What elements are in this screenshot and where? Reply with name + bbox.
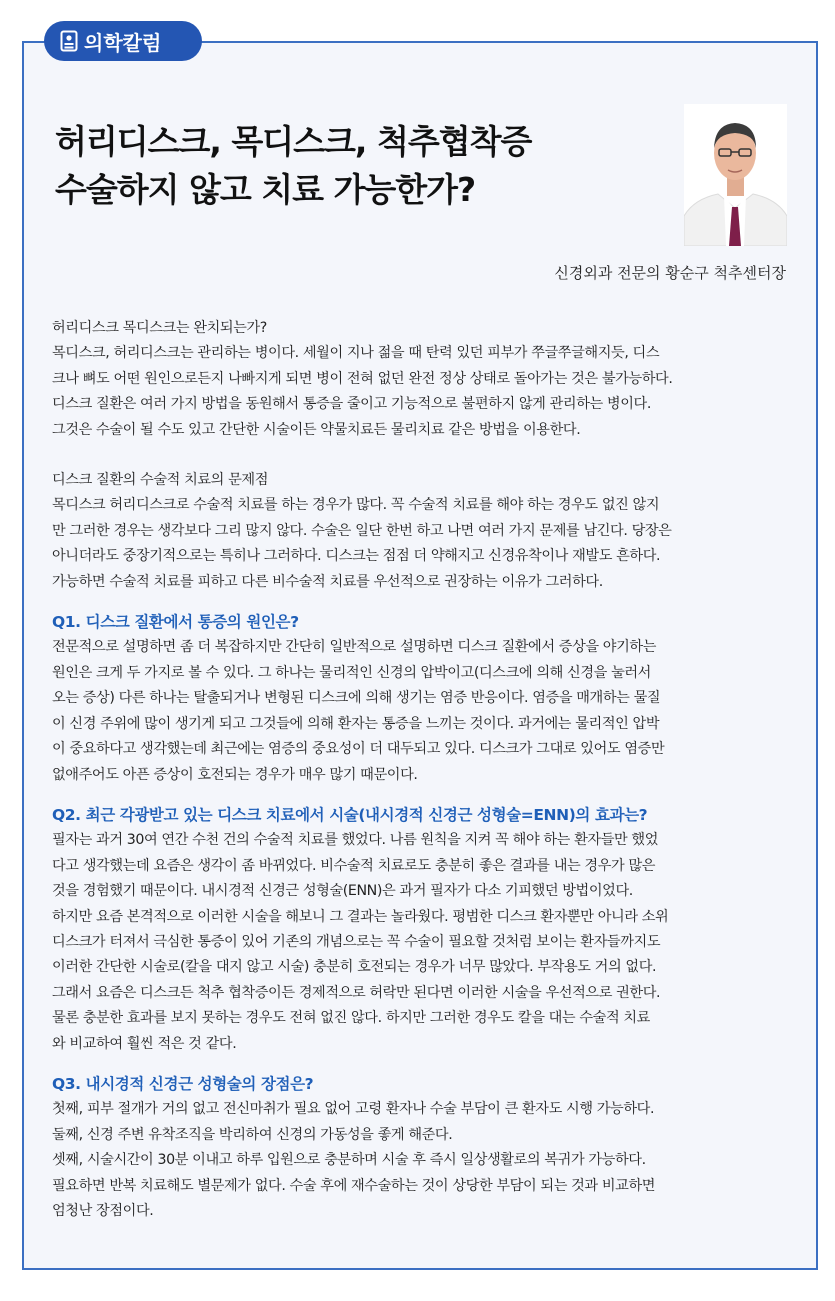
section-q3 bbox=[52, 1072, 790, 1224]
section-q1 bbox=[52, 610, 790, 788]
body-line: 디스크 질환은 여러 가지 방법을 동원해서 통증을 줄이고 기능적으로 불편하지 않게 관리하는 병이다. bbox=[52, 396, 651, 413]
section-heading: 허리디스크 목디스크는 완치되는가? bbox=[52, 320, 267, 336]
body-line: 다고 생각했는데 요즘은 생각이 좀 바뀌었다. 비수술적 치료로도 충분히 좋은 결과를 내는 경우가 많은 bbox=[52, 857, 656, 874]
body-line: 필요하면 반복 치료해도 별문제가 없다. 수술 후에 재수술하는 것이 상당한 부담이 되는 것과 비교하면 bbox=[52, 1177, 656, 1194]
question-heading: Q1. 디스크 질환에서 통증의 원인은? bbox=[52, 613, 299, 632]
body-line: 와 비교하여 훨씬 적은 것 같다. bbox=[52, 1035, 237, 1052]
body-line: 원인은 크게 두 가지로 볼 수 있다. 그 하나는 물리적인 신경의 압박이고(디스크에 의해 신경을 눌러서 bbox=[52, 664, 651, 681]
question-heading: Q2. 최근 각광받고 있는 디스크 치료에서 시술(내시경적 신경근 성형술=ENN)의 효과는? bbox=[52, 805, 648, 824]
body-line: 하지만 요즘 본격적으로 이러한 시술을 해보니 그 결과는 놀라웠다. 평범한 디스크 환자뿐만 아니라 소위 bbox=[52, 908, 669, 925]
body-line: 크나 뼈도 어떤 원인으로든지 나빠지게 되면 병이 전혀 없던 완전 정상 상태로 돌아가는 것은 불가능하다. bbox=[52, 370, 673, 387]
body-line: 이 신경 주위에 많이 생기게 되고 그것들에 의해 환자는 통증을 느끼는 것이다. 과거에는 물리적인 압박 bbox=[52, 715, 660, 732]
body-line: 디스크가 터져서 극심한 통증이 있어 기존의 개념으로는 꼭 수술이 필요할 것처럼 보이는 환자들까지도 bbox=[52, 933, 661, 950]
body-line: 목디스크 허리디스크로 수술적 치료를 하는 경우가 많다. 꼭 수술적 치료를 해야 하는 경우도 없진 않지 bbox=[52, 497, 660, 514]
section-q2 bbox=[52, 803, 790, 1057]
title-line-2: 수술하지 않고 치료 가능한가? bbox=[55, 170, 476, 209]
column-category-tab bbox=[44, 21, 202, 61]
author-byline: 신경외과 전문의 황순구 척추센터장 bbox=[554, 264, 786, 282]
article-body bbox=[52, 316, 790, 1224]
article-title bbox=[55, 118, 675, 214]
body-line: 필자는 과거 30여 연간 수천 건의 수술적 치료를 했었다. 나름 원칙을 지켜 꼭 해야 하는 환자들만 했었 bbox=[52, 832, 659, 849]
body-line: 전문적으로 설명하면 좀 더 복잡하지만 간단히 일반적으로 설명하면 디스크 질환에서 증상을 야기하는 bbox=[52, 639, 657, 656]
body-line: 것을 경험했기 때문이다. 내시경적 신경근 성형술(ENN)은 과거 필자가 다소 기피했던 방법이었다. bbox=[52, 883, 633, 900]
title-line-1: 허리디스크, 목디스크, 척추협착증 bbox=[55, 122, 532, 161]
section-s1 bbox=[52, 316, 790, 443]
body-line: 그래서 요즘은 디스크든 척추 협착증이든 경제적으로 허락만 된다면 이러한 시술을 우선적으로 권한다. bbox=[52, 984, 661, 1001]
body-line: 없애주어도 아픈 증상이 호전되는 경우가 매우 많기 때문이다. bbox=[52, 766, 418, 783]
question-heading: Q3. 내시경적 신경근 성형술의 장점은? bbox=[52, 1074, 314, 1093]
body-line: 물론 충분한 효과를 보지 못하는 경우도 전혀 없진 않다. 하지만 그러한 경우도 칼을 대는 수술적 치료 bbox=[52, 1010, 650, 1027]
body-line: 아니더라도 중장기적으로는 특히나 그러하다. 디스크는 점점 더 약해지고 신경유착이나 재발도 흔하다. bbox=[52, 548, 661, 565]
body-line: 엄청난 장점이다. bbox=[52, 1203, 154, 1219]
body-line: 오는 증상) 다른 하나는 탈출되거나 변형된 디스크에 의해 생기는 염증 반응이다. 염증을 매개하는 물질 bbox=[52, 690, 661, 707]
body-line: 그것은 수술이 될 수도 있고 간단한 시술이든 약물치료든 물리치료 같은 방법을 이용한다. bbox=[52, 421, 581, 438]
body-line: 가능하면 수술적 치료를 피하고 다른 비수술적 치료를 우선적으로 권장하는 이유가 그러하다. bbox=[52, 573, 603, 590]
body-line: 이러한 간단한 시술로(칼을 대지 않고 시술) 충분히 호전되는 경우가 너무 많았다. 부작용도 거의 없다. bbox=[52, 959, 657, 976]
section-heading: 디스크 질환의 수술적 치료의 문제점 bbox=[52, 472, 269, 489]
tab-label: 의학칼럼 bbox=[84, 30, 162, 55]
section-s2 bbox=[52, 468, 790, 595]
body-line: 첫째, 피부 절개가 거의 없고 전신마취가 필요 없어 고령 환자나 수술 부담이 큰 환자도 시행 가능하다. bbox=[52, 1101, 655, 1118]
author-photo bbox=[684, 104, 787, 246]
body-line: 둘째, 신경 주변 유착조직을 박리하여 신경의 가동성을 좋게 해준다. bbox=[52, 1126, 453, 1143]
document-icon bbox=[60, 30, 78, 52]
body-line: 목디스크, 허리디스크는 관리하는 병이다. 세월이 지나 젊을 때 탄력 있던 피부가 쭈글쭈글해지듯, 디스 bbox=[52, 345, 660, 362]
body-line: 이 중요하다고 생각했는데 최근에는 염증의 중요성이 더 대두되고 있다. 디스크가 그대로 있어도 염증만 bbox=[52, 741, 665, 758]
body-line: 만 그러한 경우는 생각보다 그리 많지 않다. 수술은 일단 한번 하고 나면 여러 가지 문제를 남긴다. 당장은 bbox=[52, 522, 672, 539]
body-line: 셋째, 시술시간이 30분 이내고 하루 입원으로 충분하며 시술 후 즉시 일상생활로의 복귀가 가능하다. bbox=[52, 1152, 646, 1169]
